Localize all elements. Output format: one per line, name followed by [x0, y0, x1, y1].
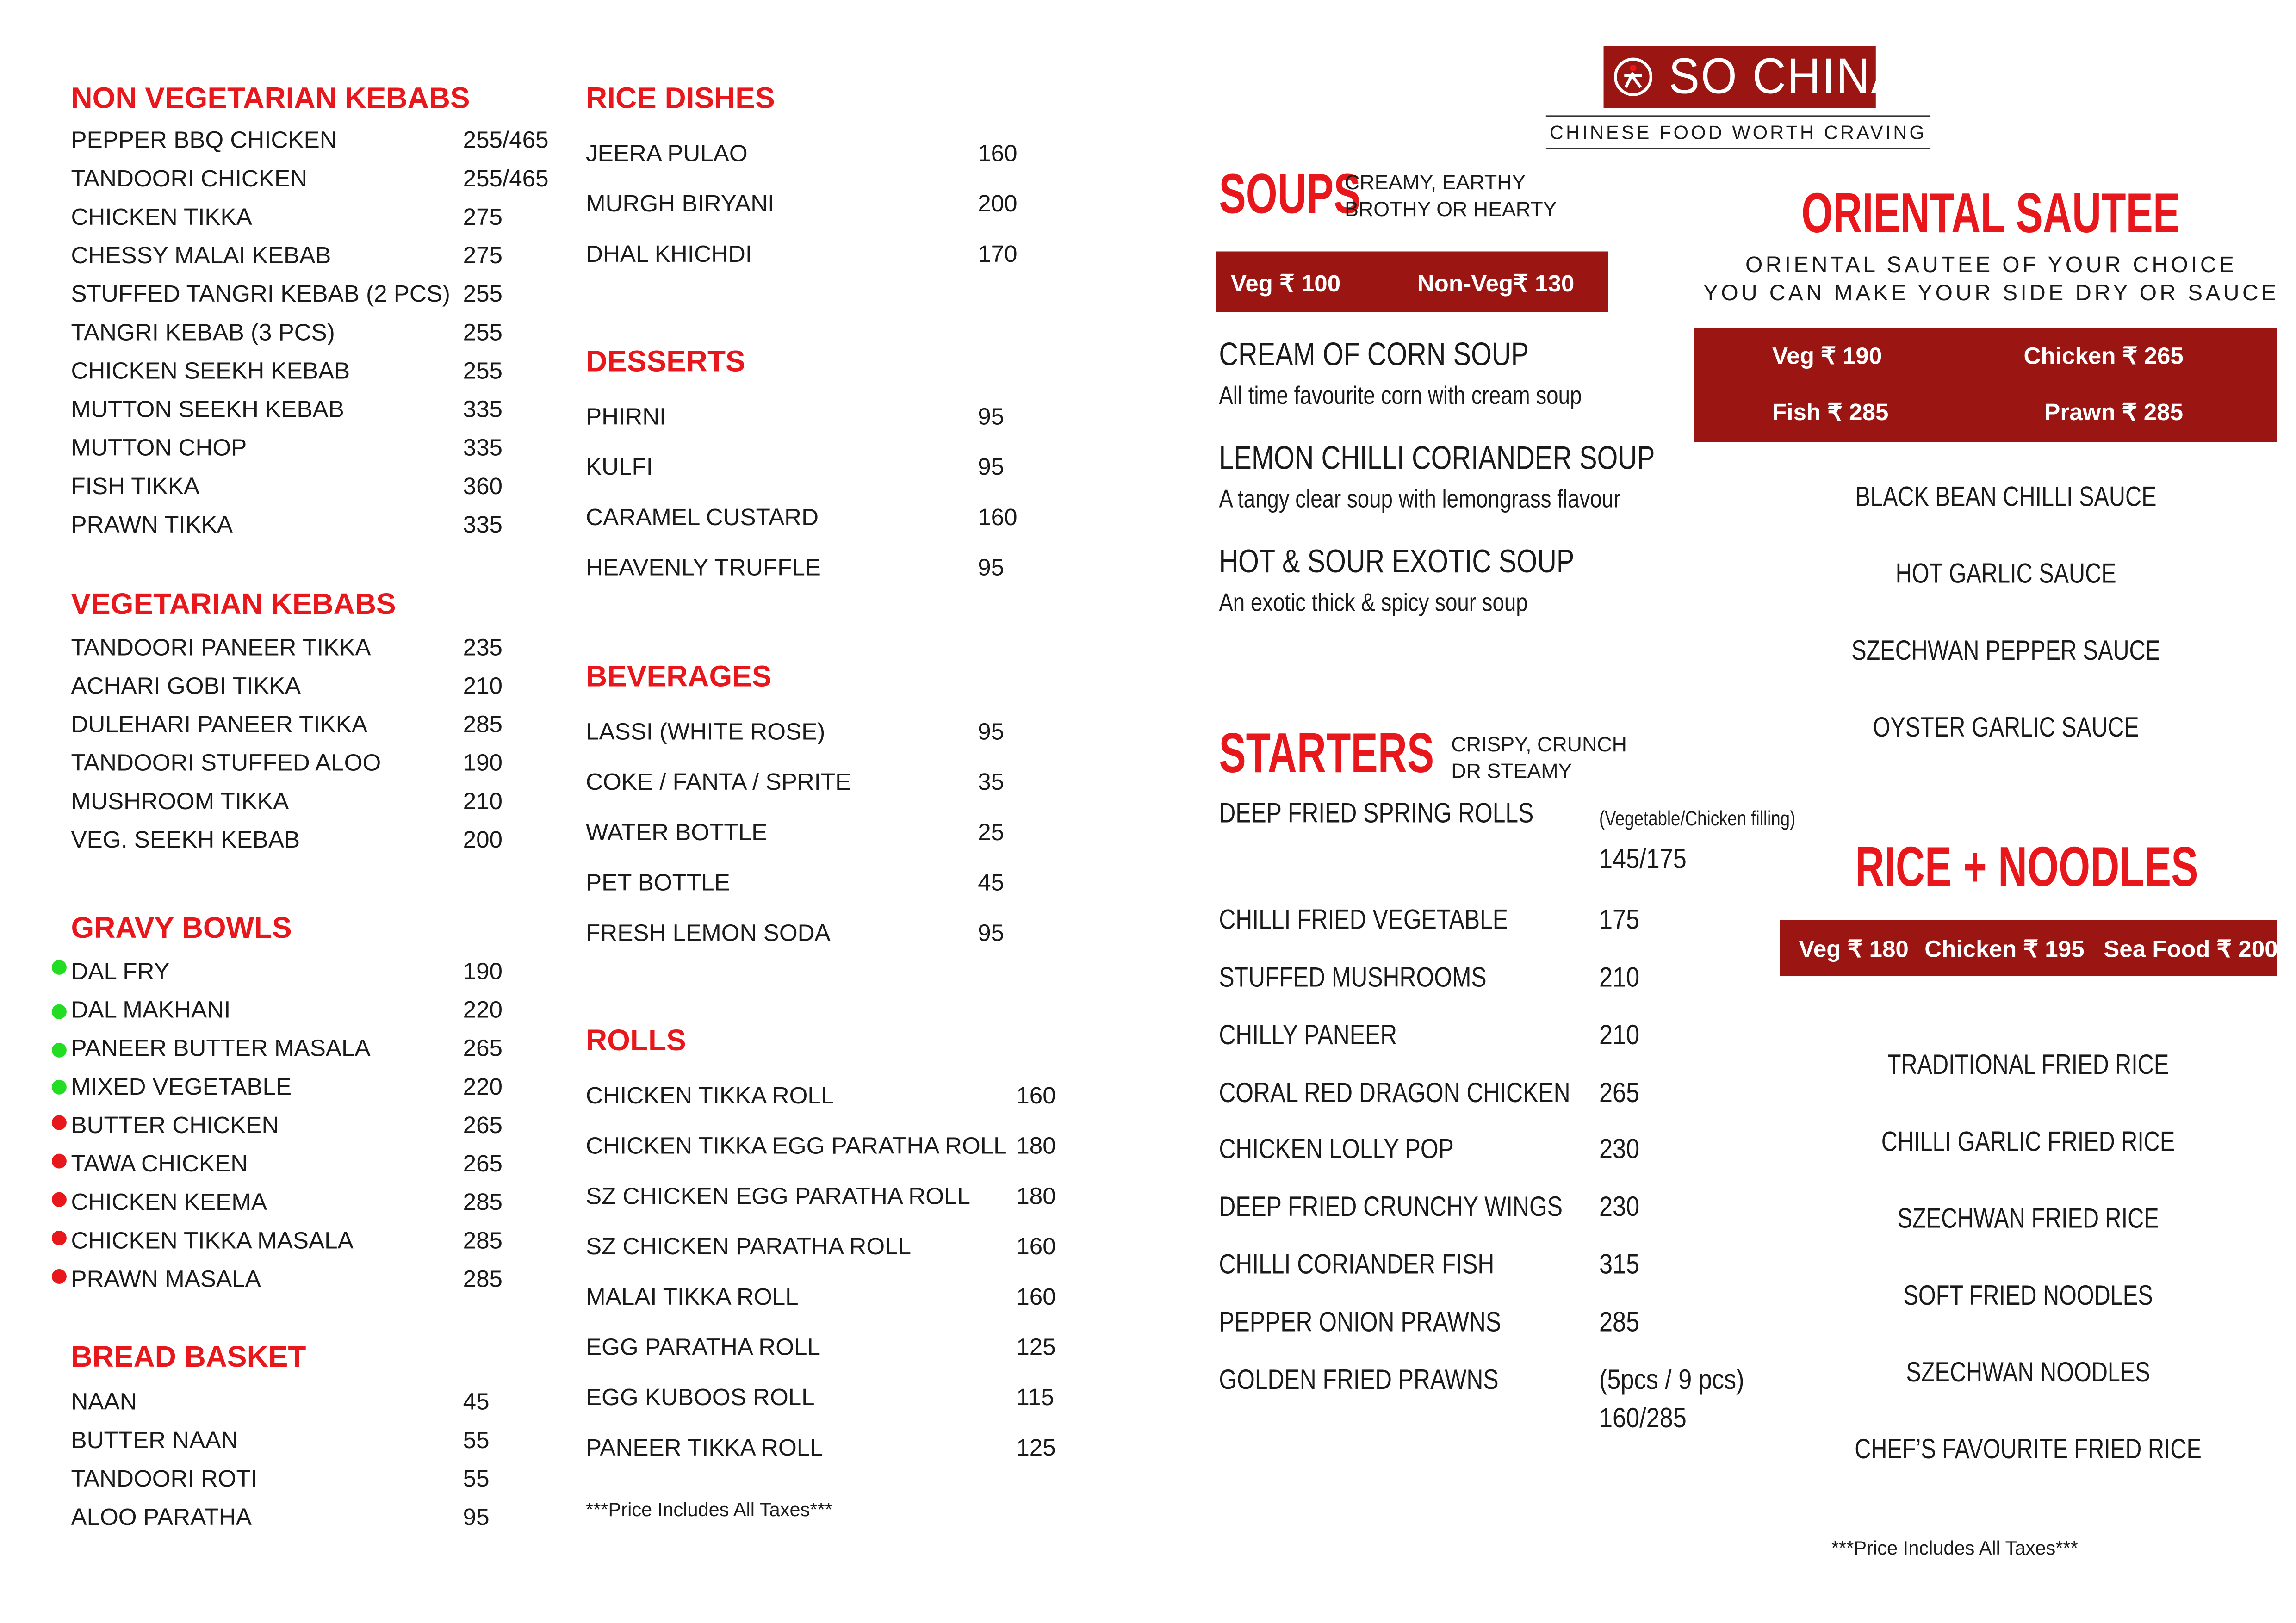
tax-note: ***Price Includes All Taxes*** — [1831, 1536, 2078, 1559]
item-price: 200 — [978, 192, 1018, 217]
item-price: 160 — [1016, 1285, 1056, 1311]
non-veg-dot-icon — [52, 1115, 67, 1130]
item-price: 335 — [463, 397, 503, 423]
item-price: 180 — [1016, 1184, 1056, 1210]
item-price: 335 — [463, 436, 503, 462]
list-item: COKE / FANTA / SPRITE — [586, 770, 851, 796]
list-item: TANGRI KEBAB (3 PCS) — [71, 321, 335, 347]
logo-brand: SO CHINA — [1669, 49, 1904, 105]
item-price: 160 — [1016, 1084, 1056, 1109]
soups-veg-price: Veg ₹ 100 — [1230, 272, 1341, 297]
gravy-bowls-title: GRAVY BOWLS — [71, 912, 292, 945]
oriental-fish-price: Fish ₹ 285 — [1772, 401, 1889, 426]
item-price: 55 — [463, 1467, 490, 1493]
list-item: PRAWN TIKKA — [71, 513, 233, 539]
rolls-title: ROLLS — [586, 1025, 686, 1058]
item-price: 255/465 — [463, 167, 549, 192]
veg-dot-icon — [52, 960, 67, 975]
list-item: MUTTON SEEKH KEBAB — [71, 397, 344, 423]
list-item: PANEER TIKKA ROLL — [586, 1436, 823, 1462]
non-veg-dot-icon — [52, 1154, 67, 1169]
list-item: CHICKEN SEEKH KEBAB — [71, 359, 350, 385]
list-item: DHAL KHICHDI — [586, 242, 752, 268]
soups-title: SOUPS — [1219, 164, 1361, 227]
list-item: FISH TIKKA — [71, 475, 200, 500]
oriental-prawn-price: Prawn ₹ 285 — [2044, 401, 2184, 426]
item-price: 170 — [978, 242, 1018, 268]
item-price: 160 — [978, 142, 1018, 167]
list-item: PANEER BUTTER MASALA — [71, 1037, 371, 1062]
soups-subtitle: BROTHY OR HEARTY — [1345, 197, 1557, 221]
item-price: 45 — [463, 1390, 490, 1416]
desserts-title: DESSERTS — [586, 346, 745, 379]
starter-price: 175 — [1599, 905, 1640, 936]
rice-noodles-item: SZECHWAN NOODLES — [1906, 1357, 2150, 1389]
starter-name: CORAL RED DRAGON CHICKEN — [1219, 1078, 1570, 1109]
starter-name: PEPPER ONION PRAWNS — [1219, 1307, 1502, 1339]
list-item: HEAVENLY TRUFFLE — [586, 556, 821, 582]
oriental-veg-price: Veg ₹ 190 — [1772, 344, 1882, 370]
item-price: 220 — [463, 1075, 503, 1101]
starter-name: CHILLI FRIED VEGETABLE — [1219, 905, 1508, 936]
item-price: 95 — [978, 405, 1005, 431]
item-price: 190 — [463, 751, 503, 777]
non-veg-kebabs-title: NON VEGETARIAN KEBABS — [71, 83, 470, 116]
logo-divider — [1546, 148, 1930, 149]
bread-basket-title: BREAD BASKET — [71, 1341, 306, 1375]
item-price: 275 — [463, 205, 503, 231]
rice-chicken-price: Chicken ₹ 195 — [1924, 937, 2085, 963]
list-item: MUSHROOM TIKKA — [71, 790, 289, 815]
item-price: 235 — [463, 636, 503, 662]
starters-subtitle: CRISPY, CRUNCH — [1451, 732, 1627, 756]
item-price: 210 — [463, 790, 503, 815]
logo-tagline: CHINESE FOOD WORTH CRAVING — [1549, 121, 1927, 144]
list-item: STUFFED TANGRI KEBAB (2 PCS) — [71, 282, 450, 308]
veg-dot-icon — [52, 1043, 67, 1058]
list-item: TANDOORI PANEER TIKKA — [71, 636, 371, 662]
item-price: 275 — [463, 244, 503, 269]
item-price: 95 — [978, 921, 1005, 947]
list-item: MALAI TIKKA ROLL — [586, 1285, 799, 1311]
oriental-title: ORIENTAL SAUTEE — [1802, 183, 2181, 246]
tax-note: ***Price Includes All Taxes*** — [586, 1498, 832, 1521]
starter-name: CHICKEN LOLLY POP — [1219, 1134, 1454, 1166]
item-price: 255/465 — [463, 129, 549, 154]
list-item: TAWA CHICKEN — [71, 1152, 248, 1177]
item-price: 125 — [1016, 1335, 1056, 1361]
item-price: 285 — [463, 712, 503, 738]
item-price: 285 — [463, 1190, 503, 1216]
item-price: 255 — [463, 282, 503, 308]
starter-price: 160/285 — [1599, 1403, 1687, 1435]
soups-nonveg-price: Non-Veg₹ 130 — [1417, 272, 1575, 297]
starter-name: CHILLI CORIANDER FISH — [1219, 1250, 1495, 1281]
item-price: 95 — [978, 720, 1005, 746]
soups-subtitle: CREAMY, EARTHY — [1345, 170, 1526, 194]
list-item: CHICKEN TIKKA ROLL — [586, 1084, 834, 1109]
item-price: 335 — [463, 513, 503, 539]
list-item: VEG. SEEKH KEBAB — [71, 828, 300, 854]
item-price: 190 — [463, 960, 503, 985]
starter-price: 145/175 — [1599, 844, 1687, 876]
starters-subtitle: DR STEAMY — [1451, 759, 1572, 783]
item-price: 360 — [463, 475, 503, 500]
oriental-chicken-price: Chicken ₹ 265 — [2023, 344, 2184, 370]
list-item: PHIRNI — [586, 405, 666, 431]
rice-noodles-item: SOFT FRIED NOODLES — [1903, 1281, 2153, 1312]
oriental-price-bar — [1694, 328, 2277, 442]
list-item: TANDOORI CHICKEN — [71, 167, 308, 192]
starters-title: STARTERS — [1219, 723, 1434, 786]
item-price: 285 — [463, 1267, 503, 1293]
non-veg-dot-icon — [52, 1192, 67, 1207]
list-item: KULFI — [586, 455, 653, 481]
list-item: PEPPER BBQ CHICKEN — [71, 129, 337, 154]
list-item: DULEHARI PANEER TIKKA — [71, 712, 368, 738]
beverages-title: BEVERAGES — [586, 661, 772, 694]
list-item: TANDOORI ROTI — [71, 1467, 258, 1493]
item-price: 265 — [463, 1037, 503, 1062]
rice-noodles-item: CHILLI GARLIC FRIED RICE — [1881, 1127, 2175, 1158]
item-price: 265 — [463, 1152, 503, 1177]
starter-name: DEEP FRIED CRUNCHY WINGS — [1219, 1192, 1563, 1223]
oriental-subtitle: YOU CAN MAKE YOUR SIDE DRY OR SAUCE — [1703, 281, 2279, 306]
list-item: LASSI (WHITE ROSE) — [586, 720, 825, 746]
list-item: CARAMEL CUSTARD — [586, 506, 819, 531]
starter-note: (5pcs / 9 pcs) — [1599, 1365, 1744, 1396]
soup-name: HOT & SOUR EXOTIC SOUP — [1219, 543, 1575, 580]
rice-noodles-item: TRADITIONAL FRIED RICE — [1887, 1050, 2169, 1082]
list-item: PRAWN MASALA — [71, 1267, 261, 1293]
sauce-item: SZECHWAN PEPPER SAUCE — [1851, 636, 2161, 667]
starter-price: 210 — [1599, 1020, 1640, 1052]
list-item: CHESSY MALAI KEBAB — [71, 244, 331, 269]
rice-dishes-title: RICE DISHES — [586, 83, 775, 116]
veg-kebabs-title: VEGETARIAN KEBABS — [71, 588, 396, 621]
sauce-item: OYSTER GARLIC SAUCE — [1873, 712, 2139, 744]
starter-price: 315 — [1599, 1250, 1640, 1281]
list-item: EGG KUBOOS ROLL — [586, 1386, 815, 1411]
rice-veg-price: Veg ₹ 180 — [1799, 937, 1909, 963]
rice-noodles-item: SZECHWAN FRIED RICE — [1897, 1204, 2159, 1235]
item-price: 285 — [463, 1229, 503, 1255]
list-item: CHICKEN TIKKA — [71, 205, 252, 231]
item-price: 210 — [463, 674, 503, 700]
item-price: 265 — [463, 1114, 503, 1139]
list-item: MUTTON CHOP — [71, 436, 247, 462]
soup-description: An exotic thick & spicy sour soup — [1219, 588, 1528, 617]
starter-price: 230 — [1599, 1134, 1640, 1166]
rice-noodles-title: RICE + NOODLES — [1855, 837, 2198, 899]
soups-price-bar — [1216, 251, 1608, 312]
list-item: BUTTER CHICKEN — [71, 1114, 279, 1139]
starter-note: (Vegetable/Chicken filling) — [1599, 806, 1796, 830]
starter-price: 230 — [1599, 1192, 1640, 1223]
list-item: ALOO PARATHA — [71, 1505, 252, 1531]
item-price: 125 — [1016, 1436, 1056, 1462]
list-item: CHICKEN TIKKA MASALA — [71, 1229, 354, 1255]
oriental-subtitle: ORIENTAL SAUTEE OF YOUR CHOICE — [1745, 253, 2237, 279]
list-item: SZ CHICKEN EGG PARATHA ROLL — [586, 1184, 970, 1210]
item-price: 45 — [978, 871, 1005, 897]
starter-name: STUFFED MUSHROOMS — [1219, 963, 1487, 994]
non-veg-dot-icon — [52, 1269, 67, 1284]
oriental-header — [1694, 183, 2289, 247]
list-item: BUTTER NAAN — [71, 1429, 238, 1454]
item-price: 55 — [463, 1429, 490, 1454]
soup-description: A tangy clear soup with lemongrass flavour — [1219, 485, 1621, 514]
item-price: 255 — [463, 359, 503, 385]
rice-noodles-price-bar — [1780, 920, 2277, 976]
sauce-item: HOT GARLIC SAUCE — [1895, 559, 2116, 590]
list-item: ACHARI GOBI TIKKA — [71, 674, 301, 700]
list-item: EGG PARATHA ROLL — [586, 1335, 820, 1361]
item-price: 220 — [463, 998, 503, 1024]
item-price: 35 — [978, 770, 1005, 796]
rice-seafood-price: Sea Food ₹ 200 — [2104, 937, 2278, 963]
starter-name: GOLDEN FRIED PRAWNS — [1219, 1365, 1499, 1396]
item-price: 95 — [978, 455, 1005, 481]
item-price: 25 — [978, 821, 1005, 846]
logo-divider — [1546, 115, 1930, 117]
item-price: 160 — [1016, 1235, 1056, 1260]
list-item: NAAN — [71, 1390, 137, 1416]
item-price: 115 — [1016, 1386, 1054, 1411]
soup-description: All time favourite corn with cream soup — [1219, 381, 1582, 410]
list-item: CHICKEN TIKKA EGG PARATHA ROLL — [586, 1134, 1007, 1160]
starter-name: CHILLY PANEER — [1219, 1020, 1397, 1052]
item-price: 180 — [1016, 1134, 1056, 1160]
item-price: 95 — [978, 556, 1005, 582]
starter-price: 265 — [1599, 1078, 1640, 1109]
list-item: WATER BOTTLE — [586, 821, 768, 846]
starter-name: DEEP FRIED SPRING ROLLS — [1219, 799, 1534, 830]
list-item: DAL MAKHANI — [71, 998, 231, 1024]
item-price: 255 — [463, 321, 503, 347]
soup-name: CREAM OF CORN SOUP — [1219, 335, 1529, 373]
list-item: TANDOORI STUFFED ALOO — [71, 751, 381, 777]
list-item: DAL FRY — [71, 960, 170, 985]
item-price: 95 — [463, 1505, 490, 1531]
rice-noodles-item: CHEF’S FAVOURITE FRIED RICE — [1855, 1435, 2202, 1466]
starter-price: 210 — [1599, 963, 1640, 994]
sauce-item: BLACK BEAN CHILLI SAUCE — [1855, 482, 2157, 514]
list-item: CHICKEN KEEMA — [71, 1190, 267, 1216]
logo — [1604, 46, 1904, 108]
list-item: PET BOTTLE — [586, 871, 730, 897]
list-item: MIXED VEGETABLE — [71, 1075, 292, 1101]
soup-name: LEMON CHILLI CORIANDER SOUP — [1219, 439, 1655, 477]
list-item: FRESH LEMON SODA — [586, 921, 831, 947]
item-price: 200 — [463, 828, 503, 854]
logo-emblem-icon — [1614, 58, 1652, 96]
list-item: MURGH BIRYANI — [586, 192, 775, 217]
rice-noodles-header — [1745, 837, 2296, 901]
list-item: SZ CHICKEN PARATHA ROLL — [586, 1235, 912, 1260]
non-veg-dot-icon — [52, 1231, 67, 1245]
starter-price: 285 — [1599, 1307, 1640, 1339]
list-item: JEERA PULAO — [586, 142, 748, 167]
item-price: 160 — [978, 506, 1018, 531]
veg-dot-icon — [52, 1080, 67, 1095]
veg-dot-icon — [52, 1004, 67, 1019]
